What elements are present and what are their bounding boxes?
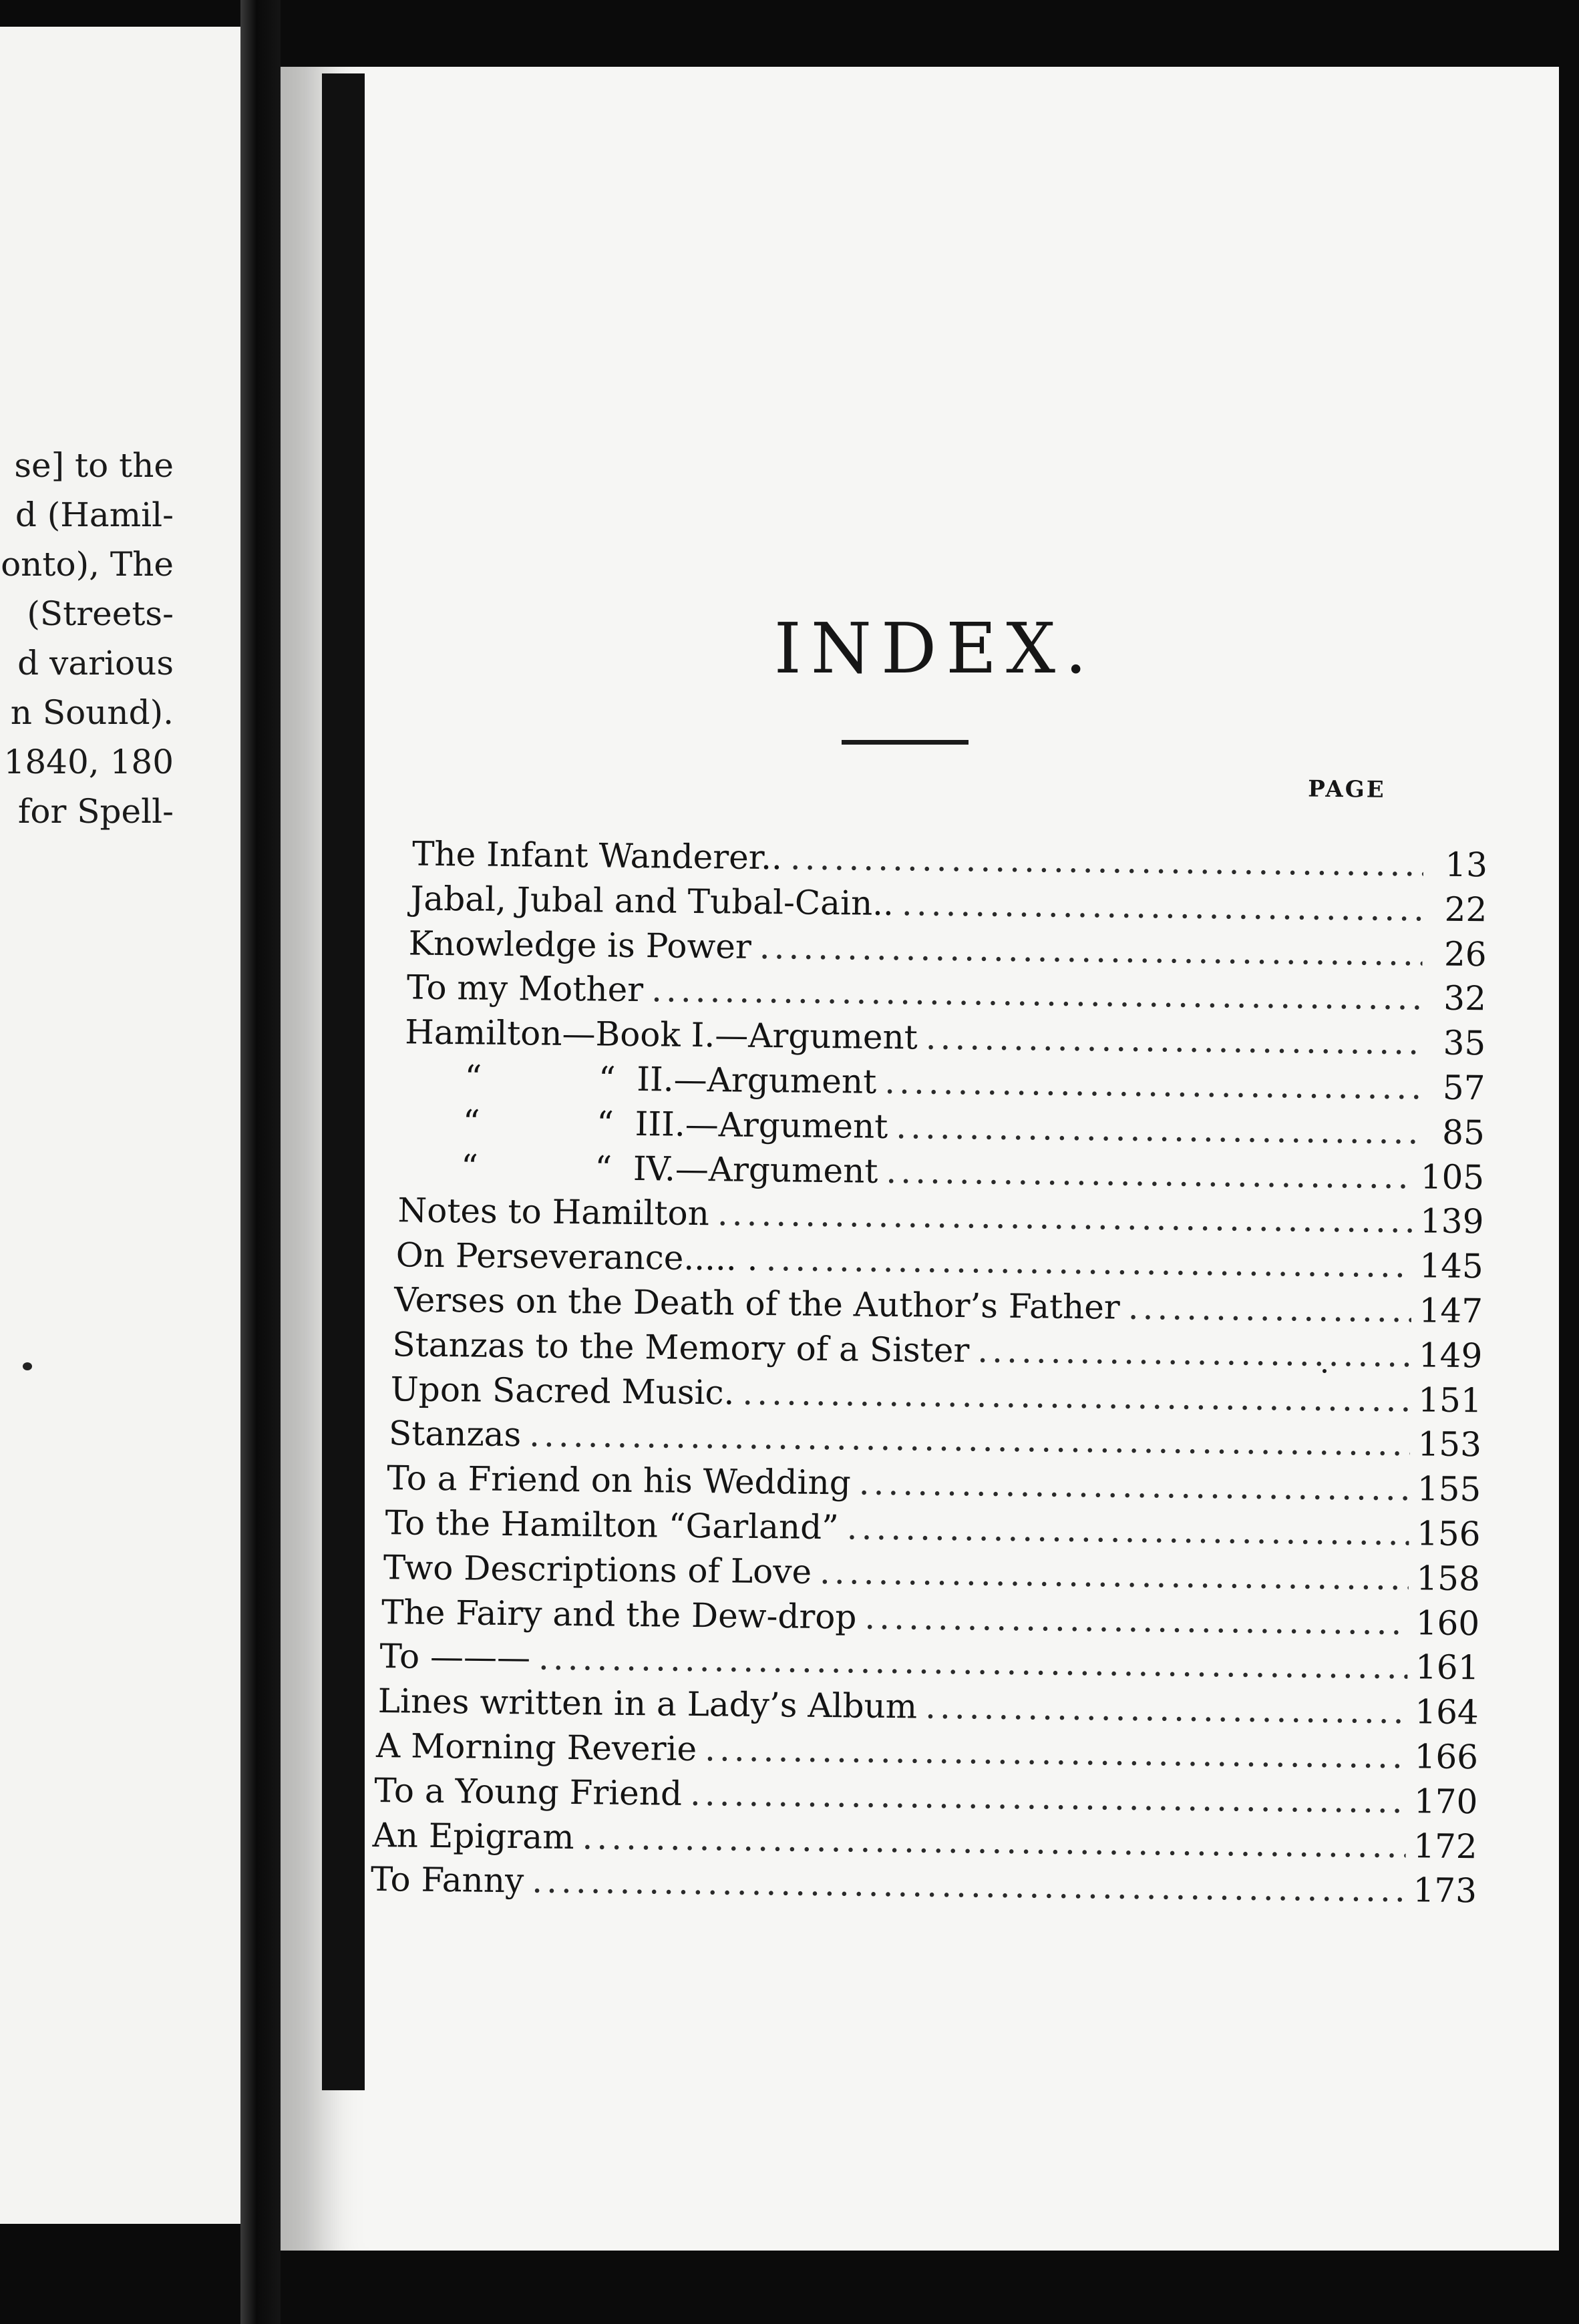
- toc-entry: [401, 1101, 1485, 1153]
- toc-entry: [407, 967, 1487, 1020]
- toc-entry-title: An Epigram: [372, 1815, 574, 1857]
- dot-leader: [886, 1151, 1413, 1197]
- toc-entry-title: To a Friend on his Wedding: [387, 1459, 852, 1503]
- dot-leader: [651, 970, 1422, 1019]
- toc-entry-title: Lines written in a Lady’s Album: [377, 1682, 918, 1726]
- toc-entry: [403, 1056, 1485, 1109]
- toc-entry: [399, 1145, 1485, 1198]
- dot-leader: [925, 1017, 1421, 1064]
- left-page-line: d (Hamil-: [15, 496, 174, 534]
- toc-entry: [390, 1368, 1482, 1421]
- ink-speck: [23, 1362, 32, 1370]
- toc-entry-title: The Infant Wanderer..: [411, 834, 783, 878]
- toc-entry-page: 32: [1443, 979, 1487, 1018]
- toc-entry-title: To the Hamilton “Garland”: [385, 1503, 840, 1547]
- toc-entry-title: “ “ III.—Argument: [462, 1103, 888, 1146]
- left-page-line: onto), The: [1, 545, 174, 584]
- toc-entry-page: 156: [1416, 1514, 1481, 1554]
- toc-entry: [374, 1770, 1478, 1822]
- toc-entry-page: 105: [1420, 1157, 1485, 1197]
- toc-entry-title: To a Young Friend: [374, 1770, 683, 1813]
- toc-entry: [372, 1814, 1477, 1867]
- toc-entry-title: Hamilton—Book I.—Argument: [405, 1012, 918, 1057]
- left-page-line: 1840, 180: [3, 743, 174, 781]
- toc-entry-page: 13: [1445, 845, 1488, 885]
- toc-entry-page: 22: [1444, 890, 1487, 930]
- toc-entry: [397, 1190, 1484, 1243]
- toc-entry: [371, 1859, 1477, 1911]
- toc-entry-page: 166: [1414, 1737, 1479, 1777]
- toc-entry: [389, 1413, 1482, 1466]
- toc-entry: [408, 922, 1487, 975]
- toc-entry-page: 149: [1418, 1336, 1483, 1376]
- toc-entry-page: 161: [1415, 1648, 1479, 1688]
- toc-entry: [410, 878, 1487, 930]
- table-of-contents: [265, 58, 1566, 2255]
- toc-entry-title: “ “ II.—Argument: [464, 1058, 877, 1101]
- left-page-line: for Spell-: [17, 792, 174, 831]
- toc-entry-page: 158: [1416, 1559, 1481, 1599]
- toc-entry: [379, 1635, 1479, 1688]
- toc-entry-title: On Perseverance..... .: [395, 1235, 758, 1279]
- toc-entry-page: 172: [1413, 1826, 1477, 1866]
- toc-entry: [383, 1547, 1481, 1599]
- toc-entry-page: 26: [1443, 934, 1487, 974]
- toc-entry: [405, 1012, 1486, 1064]
- left-page-line: d various: [17, 644, 174, 683]
- dot-leader: [864, 1596, 1408, 1643]
- toc-entry: [385, 1502, 1481, 1555]
- dot-leader: [820, 1551, 1409, 1599]
- dot-leader: [532, 1861, 1405, 1911]
- toc-entry: [412, 833, 1488, 886]
- dot-leader: [529, 1414, 1410, 1465]
- toc-entry-page: 147: [1419, 1291, 1483, 1331]
- left-page-line: (Streets-: [27, 594, 174, 633]
- index-page: [281, 67, 1559, 2251]
- toc-entry: [394, 1279, 1483, 1332]
- dot-leader: [742, 1372, 1410, 1420]
- dot-leader: [884, 1061, 1421, 1108]
- dot-leader: [765, 1238, 1411, 1286]
- toc-entry-title: Stanzas: [388, 1414, 522, 1455]
- dot-leader: [858, 1463, 1409, 1510]
- page-column-heading: PAGE: [1308, 775, 1386, 803]
- dot-leader: [1127, 1287, 1411, 1331]
- toc-entry-page: 85: [1441, 1113, 1485, 1153]
- toc-entry-page: 170: [1413, 1782, 1478, 1822]
- toc-entry: [378, 1680, 1479, 1733]
- toc-entry-page: 153: [1417, 1424, 1482, 1465]
- toc-entry-title: To Fanny: [370, 1860, 524, 1901]
- left-page-line: n Sound).: [10, 693, 174, 732]
- dot-leader: [759, 926, 1423, 974]
- toc-entry: [376, 1725, 1479, 1778]
- dot-leader: [790, 837, 1424, 885]
- toc-entry-title: “ “ IV.—Argument: [460, 1147, 878, 1191]
- toc-entry-page: 155: [1417, 1469, 1481, 1509]
- toc-entry-title: Jabal, Jubal and Tubal-Cain..: [410, 879, 894, 923]
- toc-entry-title: Upon Sacred Music.: [390, 1369, 735, 1412]
- toc-entry: [396, 1234, 1484, 1287]
- page-edge-shadow: [322, 73, 365, 2090]
- toc-entry-page: 164: [1415, 1692, 1479, 1732]
- left-page-line: se] to the: [14, 446, 174, 485]
- toc-entry-title: The Fairy and the Dew-drop: [381, 1592, 857, 1637]
- toc-entry-page: 160: [1415, 1603, 1480, 1643]
- dot-leader: [690, 1773, 1407, 1822]
- toc-entry: [381, 1591, 1480, 1644]
- ink-speck: [1323, 1369, 1327, 1373]
- toc-entry-title: Two Descriptions of Love: [383, 1547, 812, 1591]
- dot-leader: [977, 1330, 1411, 1376]
- toc-entry-page: 139: [1419, 1201, 1484, 1241]
- dot-leader: [705, 1728, 1407, 1777]
- left-facing-page: [0, 27, 240, 2224]
- toc-entry-page: 35: [1443, 1023, 1486, 1063]
- dot-leader: [717, 1193, 1413, 1242]
- dot-leader: [538, 1637, 1408, 1688]
- toc-entry-title: To ———: [379, 1637, 531, 1678]
- toc-entry-page: 57: [1442, 1068, 1485, 1108]
- toc-entry-page: 173: [1413, 1871, 1477, 1911]
- dot-leader: [896, 1106, 1421, 1153]
- dot-leader: [902, 883, 1423, 930]
- dot-leader: [846, 1507, 1409, 1554]
- toc-entry-title: Verses on the Death of the Author’s Father: [393, 1280, 1121, 1327]
- toc-entry: [392, 1324, 1483, 1376]
- toc-entry-title: A Morning Reverie: [375, 1726, 697, 1769]
- dot-leader: [582, 1816, 1405, 1867]
- dot-leader: [925, 1686, 1407, 1733]
- index-title: INDEX.: [773, 608, 1097, 689]
- toc-entry-page: 151: [1417, 1380, 1482, 1420]
- toc-entry: [387, 1457, 1481, 1510]
- toc-entry-page: 145: [1419, 1246, 1484, 1286]
- toc-entry-title: To my Mother: [406, 968, 644, 1010]
- toc-entry-title: Notes to Hamilton: [397, 1191, 710, 1233]
- toc-entry-title: Knowledge is Power: [408, 924, 752, 966]
- toc-entry-title: Stanzas to the Memory of a Sister: [392, 1325, 970, 1370]
